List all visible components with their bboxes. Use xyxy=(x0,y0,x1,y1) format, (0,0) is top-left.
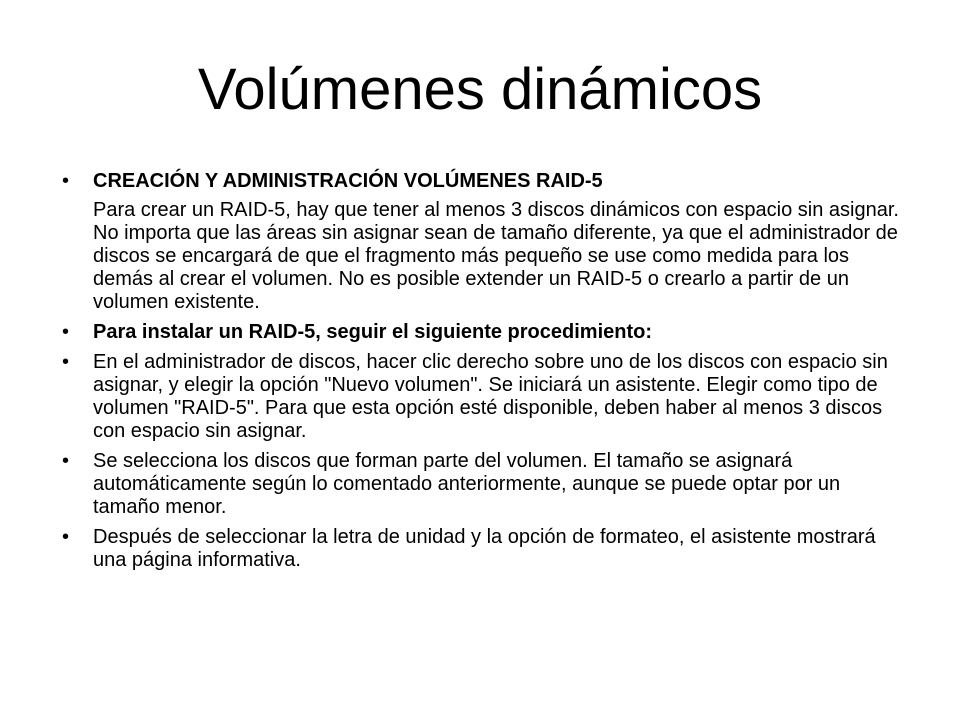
list-item-step-new-volume xyxy=(62,351,910,443)
bullet-icon: • xyxy=(62,321,70,343)
slide-content xyxy=(62,170,910,579)
list-item-heading: CREACIÓN Y ADMINISTRACIÓN VOLÚMENES RAID-5 xyxy=(93,170,603,192)
list-item-paragraph: Para crear un RAID-5, hay que tener al menos 3 discos dinámicos con espacio sin asignar. No importa que las áreas sin asignar sean de tamaño diferente, ya que el administrador de discos se encargará de que el fragmento más pequeño se use como medida para los demás al crear el volumen. No es posible extender un RAID-5 o crearlo a partir de un volumen existente. xyxy=(93,199,899,313)
list-item-raid5-creation xyxy=(62,170,910,314)
list-item-text: Después de seleccionar la letra de unidad y la opción de formateo, el asistente mostrará una página informativa. xyxy=(93,526,876,571)
list-item-step-format xyxy=(62,526,910,572)
list-item-step-select-disks xyxy=(62,450,910,519)
bullet-icon: • xyxy=(62,351,70,373)
list-item-text: Para instalar un RAID-5, seguir el siguiente procedimiento: xyxy=(93,321,653,343)
bullet-icon: • xyxy=(62,170,70,192)
bullet-icon: • xyxy=(62,450,70,472)
bullet-icon: • xyxy=(62,526,70,548)
slide-title: Volúmenes dinámicos xyxy=(197,57,763,122)
list-item-install-procedure xyxy=(62,321,910,344)
list-item-text: En el administrador de discos, hacer clic derecho sobre uno de los discos con espacio sin asignar, y elegir la opción "Nuevo volumen". Se iniciará un asistente. Elegir como tipo de volumen "RAID-5". Para que esta opción esté disponible, deben haber al menos 3 discos con espacio sin asignar. xyxy=(93,351,888,442)
list-item-text: Se selecciona los discos que forman parte del volumen. El tamaño se asignará automáticamente según lo comentado anteriormente, aunque se puede optar por un tamaño menor. xyxy=(93,450,841,518)
